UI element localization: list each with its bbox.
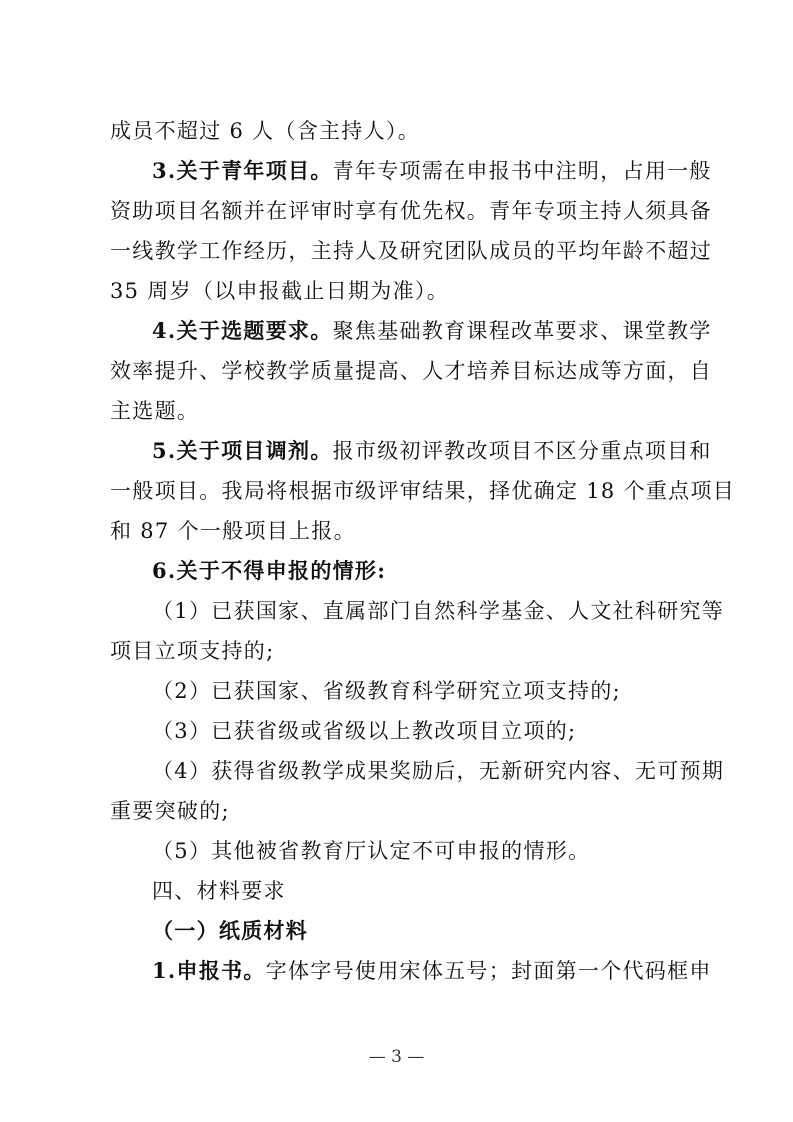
body-line: 主选题。 bbox=[110, 399, 200, 423]
list-item: （2）已获国家、省级教育科学研究立项支持的; bbox=[152, 679, 622, 703]
body-line: 资助项目名额并在评审时享有优先权。青年专项主持人须具备 bbox=[110, 199, 713, 223]
section-heading: 1.申报书。 bbox=[152, 958, 266, 983]
body-line: 和 87 个一般项目上报。 bbox=[110, 519, 356, 543]
item-1-heading-line: 1.申报书。字体字号使用宋体五号；封面第一个代码框申 bbox=[152, 958, 712, 983]
list-item: （4）获得省级教学成果奖励后，无新研究内容、无可预期 bbox=[152, 759, 725, 783]
body-line: 35 周岁（以申报截止日期为准）。 bbox=[110, 279, 449, 303]
section-heading: 4.关于选题要求。 bbox=[152, 318, 333, 343]
body-line: 一般项目。我局将根据市级评审结果，择优确定 18 个重点项目 bbox=[110, 479, 736, 503]
body-line: 重要突破的; bbox=[110, 799, 230, 823]
page-number: — 3 — bbox=[368, 1047, 425, 1067]
section-3-heading-line: 3.关于青年项目。青年专项需在申报书中注明，占用一般 bbox=[152, 158, 712, 183]
body-line: 一线教学工作经历，主持人及研究团队成员的平均年龄不超过 bbox=[110, 239, 713, 263]
section-heading: 3.关于青年项目。 bbox=[152, 158, 333, 183]
section-heading: 6.关于不得申报的情形: bbox=[152, 558, 387, 583]
section-heading: 5.关于项目调剂。 bbox=[152, 438, 333, 463]
chapter-heading: 四、材料要求 bbox=[152, 879, 286, 903]
list-item: （5）其他被省教育厅认定不可申报的情形。 bbox=[152, 839, 591, 863]
body-line: 成员不超过 6 人（含主持人）。 bbox=[110, 119, 421, 143]
section-5-heading-line: 5.关于项目调剂。报市级初评教改项目不区分重点项目和 bbox=[152, 438, 712, 463]
body-line: 效率提升、学校教学质量提高、人才培养目标达成等方面，自 bbox=[110, 359, 713, 383]
subsection-heading: （一）纸质材料 bbox=[152, 918, 309, 943]
body-line: 项目立项支持的; bbox=[110, 639, 275, 663]
list-item: （1）已获国家、直属部门自然科学基金、人文社科研究等 bbox=[152, 599, 725, 623]
section-4-heading-line: 4.关于选题要求。聚焦基础教育课程改革要求、课堂教学 bbox=[152, 318, 712, 343]
section-6-heading-line bbox=[152, 556, 696, 586]
list-item: （3）已获省级或省级以上教改项目立项的; bbox=[152, 719, 577, 743]
